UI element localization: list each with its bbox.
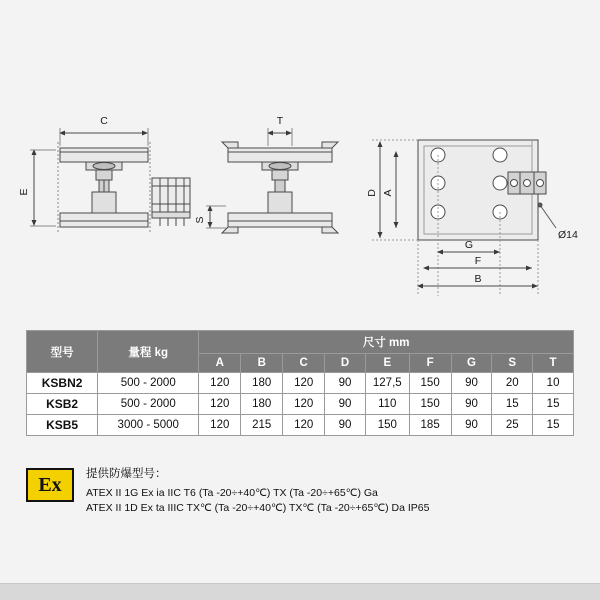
explosion-proof-note — [26, 466, 574, 516]
cell-dim-s: 25 — [492, 415, 533, 436]
cell-dim-a: 120 — [199, 373, 241, 394]
header-dim-a: A — [199, 354, 241, 373]
cell-dim-b: 180 — [241, 394, 283, 415]
header-dimensions-group: 尺寸 mm — [199, 331, 574, 354]
cell-capacity: 500 - 2000 — [98, 373, 199, 394]
note-title: 提供防爆型号： — [86, 468, 167, 480]
header-dim-e: E — [365, 354, 409, 373]
spec-table-body — [27, 373, 574, 436]
note-line-2: ATEX II 1D Ex ta IIIC TX℃ (Ta -20÷+40℃) TX℃ (Ta -20÷+65℃) Da IP65 — [86, 501, 430, 514]
label-plan-d: D — [366, 189, 378, 197]
label-plan-g: G — [464, 239, 474, 251]
cell-dim-d: 90 — [325, 373, 366, 394]
cell-dim-c: 120 — [283, 394, 325, 415]
cell-dim-d: 90 — [325, 415, 366, 436]
header-dim-f: F — [409, 354, 451, 373]
label-side-s: S — [194, 216, 206, 224]
cell-dim-s: 15 — [492, 394, 533, 415]
cell-capacity: 3000 - 5000 — [98, 415, 199, 436]
spec-table-wrapper — [26, 330, 574, 436]
cell-dim-t: 15 — [533, 415, 574, 436]
note-text-block — [86, 466, 429, 516]
table-row — [27, 394, 574, 415]
header-dim-b: B — [241, 354, 283, 373]
label-plan-f: F — [474, 255, 482, 267]
header-dim-c: C — [283, 354, 325, 373]
atex-ex-icon — [26, 468, 74, 502]
label-side-t: T — [276, 115, 284, 127]
label-front-c: C — [100, 115, 108, 127]
cell-dim-d: 90 — [325, 394, 366, 415]
cell-dim-f: 185 — [409, 415, 451, 436]
cell-dim-s: 20 — [492, 373, 533, 394]
spec-table — [26, 330, 574, 436]
cell-capacity: 500 - 2000 — [98, 394, 199, 415]
label-plan-a: A — [382, 189, 394, 197]
cell-dim-f: 150 — [409, 394, 451, 415]
cell-dim-c: 120 — [283, 415, 325, 436]
header-dim-s: S — [492, 354, 533, 373]
cell-dim-t: 15 — [533, 394, 574, 415]
spec-table-head — [27, 331, 574, 373]
cell-model: KSBN2 — [27, 373, 98, 394]
cell-dim-g: 90 — [451, 394, 492, 415]
cell-dim-e: 150 — [365, 415, 409, 436]
label-plan-hole-diameter: Ø14 — [558, 229, 578, 241]
cell-dim-c: 120 — [283, 373, 325, 394]
cell-model: KSB5 — [27, 415, 98, 436]
header-capacity: 量程 kg — [98, 331, 199, 373]
label-front-e: E — [18, 188, 30, 196]
cell-dim-e: 127,5 — [365, 373, 409, 394]
cell-model: KSB2 — [27, 394, 98, 415]
cell-dim-b: 215 — [241, 415, 283, 436]
table-row — [27, 373, 574, 394]
header-dim-g: G — [451, 354, 492, 373]
header-dim-t: T — [533, 354, 574, 373]
cell-dim-e: 110 — [365, 394, 409, 415]
cell-dim-g: 90 — [451, 373, 492, 394]
atex-ex-icon-text: Ex — [38, 473, 62, 496]
header-model: 型号 — [27, 331, 98, 373]
cell-dim-t: 10 — [533, 373, 574, 394]
header-dim-d: D — [325, 354, 366, 373]
cell-dim-g: 90 — [451, 415, 492, 436]
cell-dim-f: 150 — [409, 373, 451, 394]
cell-dim-a: 120 — [199, 394, 241, 415]
bottom-bar — [0, 583, 600, 600]
header-row-1 — [27, 331, 574, 354]
cell-dim-a: 120 — [199, 415, 241, 436]
table-row — [27, 415, 574, 436]
note-line-1: ATEX II 1G Ex ia IIC T6 (Ta -20÷+40℃) TX (Ta -20÷+65℃) Ga — [86, 486, 378, 499]
cell-dim-b: 180 — [241, 373, 283, 394]
label-plan-b: B — [474, 273, 482, 285]
